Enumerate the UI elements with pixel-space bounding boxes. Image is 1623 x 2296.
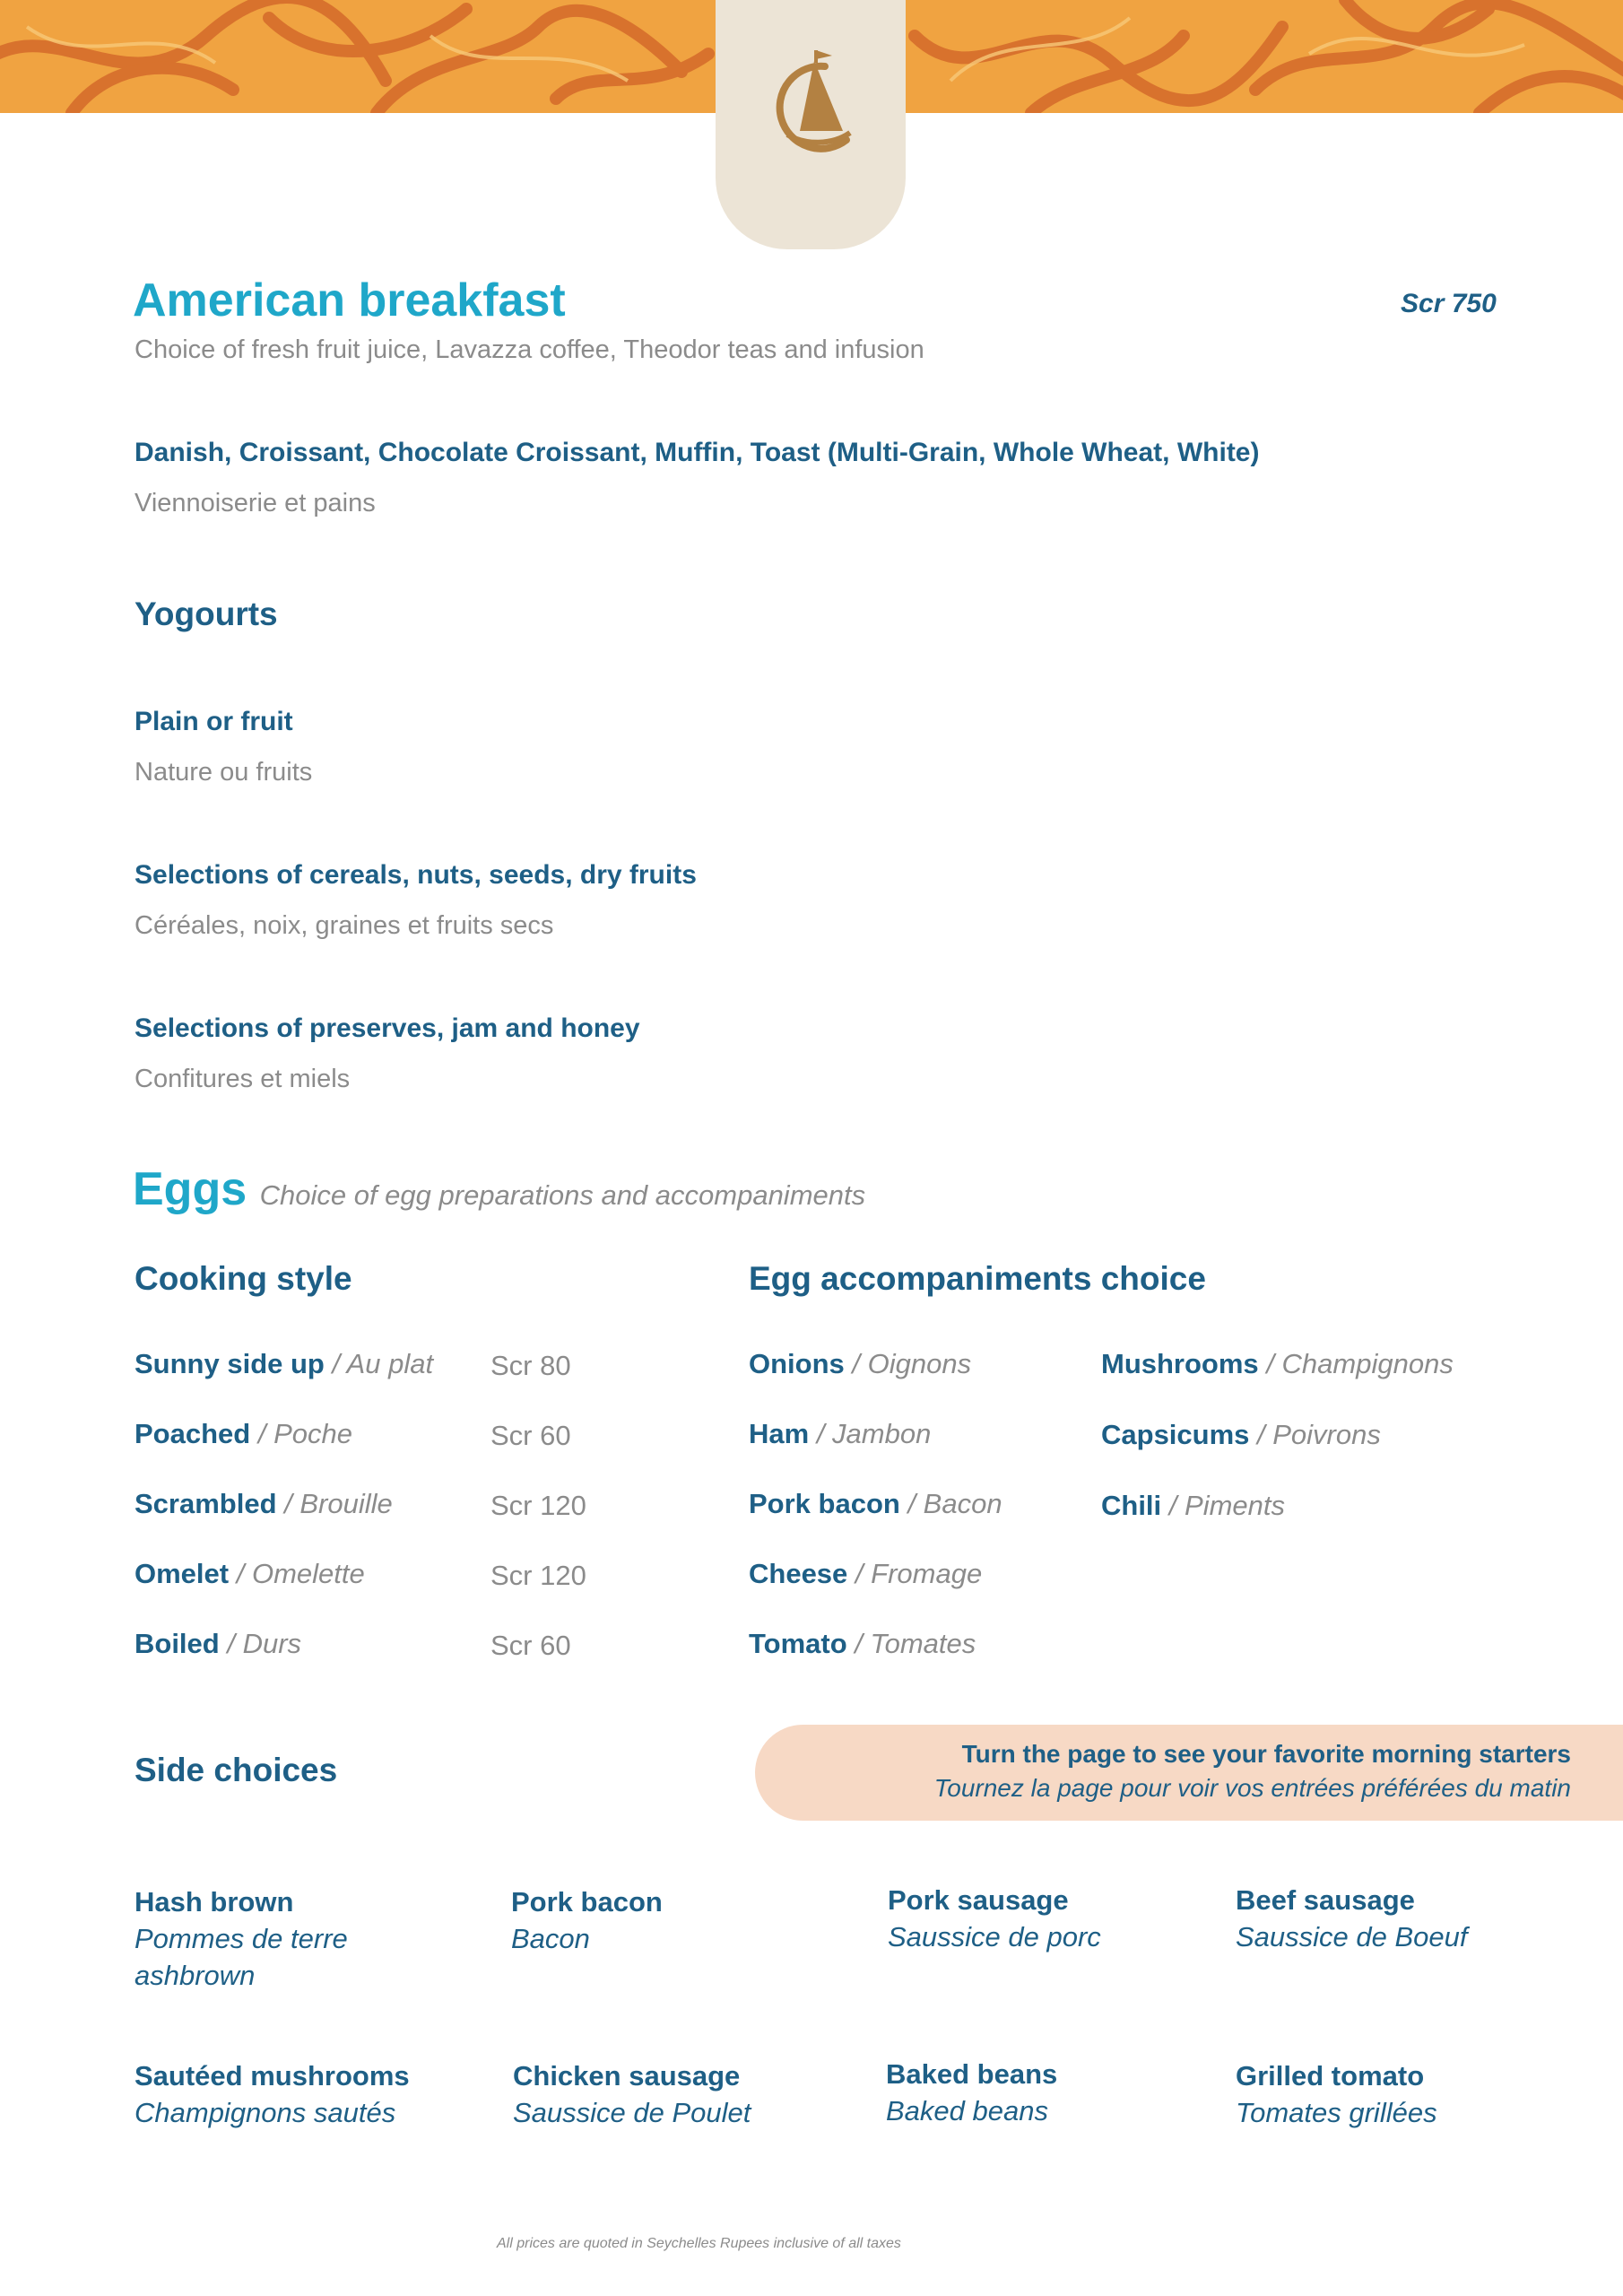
accompaniment-name: Pork bacon	[749, 1488, 900, 1519]
accompaniment-item	[749, 1628, 976, 1660]
side-item	[511, 1886, 816, 1957]
side-french: Baked beans	[886, 2095, 1048, 2126]
accompaniment-item	[749, 1348, 971, 1380]
style-name: Sunny side up	[135, 1348, 325, 1379]
side-name: Baked beans	[886, 2058, 1058, 2090]
side-name: Beef sausage	[1236, 1884, 1415, 1916]
style-price: Scr 60	[490, 1630, 571, 1661]
side-choices-heading: Side choices	[135, 1752, 338, 1788]
accompaniment-name: Ham	[749, 1418, 810, 1449]
side-french: Tomates grillées	[1236, 2097, 1437, 2128]
style-price: Scr 60	[490, 1420, 571, 1451]
callout-line-french: Tournez la page pour voir vos entrées préférées du matin	[933, 1774, 1571, 1802]
side-french: Bacon	[511, 1923, 590, 1954]
side-french: Saussice de Boeuf	[1236, 1921, 1468, 1952]
style-price: Scr 120	[490, 1560, 586, 1591]
accompaniment-item	[749, 1558, 982, 1590]
accompaniment-french: / Bacon	[907, 1488, 1002, 1519]
item-french: Confitures et miels	[135, 1065, 351, 1093]
accompaniment-item	[749, 1418, 931, 1450]
side-item	[513, 2060, 872, 2131]
side-french: Champignons sautés	[135, 2097, 396, 2128]
accompaniment-french: / Fromage	[855, 1558, 983, 1589]
style-name: Scrambled	[135, 1488, 277, 1519]
style-name: Poached	[135, 1418, 251, 1449]
style-french: / Brouille	[284, 1488, 393, 1519]
item-french: Nature ou fruits	[135, 758, 313, 787]
breads-french: Viennoiserie et pains	[135, 489, 376, 517]
style-name: Omelet	[135, 1558, 230, 1589]
accompaniment-item	[1101, 1419, 1381, 1451]
cooking-style-row	[135, 1348, 433, 1380]
cooking-style-row	[135, 1628, 301, 1660]
side-item	[1236, 1884, 1576, 1955]
accompaniment-name: Chili	[1101, 1490, 1162, 1521]
side-name: Chicken sausage	[513, 2060, 741, 2092]
accompaniment-french: / Piments	[1168, 1490, 1286, 1521]
style-french: / Poche	[257, 1418, 352, 1449]
cooking-style-row	[135, 1488, 393, 1520]
eggs-subtitle: Choice of egg preparations and accompaniments	[259, 1179, 866, 1211]
logo-tab	[716, 0, 906, 249]
accompaniment-french: / Poivrons	[1257, 1419, 1381, 1450]
side-name: Hash brown	[135, 1886, 294, 1918]
side-name: Pork sausage	[888, 1884, 1069, 1916]
style-price: Scr 80	[490, 1350, 571, 1381]
accompaniment-item	[1101, 1348, 1454, 1380]
style-french: / Au plat	[332, 1348, 434, 1379]
yogourts-heading: Yogourts	[135, 596, 278, 632]
accompaniment-item	[1101, 1490, 1285, 1522]
item-title: Plain or fruit	[135, 707, 293, 736]
side-item	[886, 2058, 1209, 2129]
callout-line-english: Turn the page to see your favorite morning starters	[961, 1740, 1571, 1768]
accompaniments-heading: Egg accompaniments choice	[749, 1260, 1206, 1297]
accompaniment-french: / Oignons	[852, 1348, 972, 1379]
breakfast-subtitle: Choice of fresh fruit juice, Lavazza coffee, Theodor teas and infusion	[135, 335, 924, 364]
item-title: Selections of cereals, nuts, seeds, dry fruits	[135, 860, 697, 890]
side-french: Pommes de terre ashbrown	[135, 1923, 348, 1991]
style-french: / Omelette	[236, 1558, 365, 1589]
accompaniment-french: / Champignons	[1266, 1348, 1454, 1379]
accompaniment-french: / Tomates	[855, 1628, 976, 1659]
side-item	[888, 1884, 1211, 1955]
eggs-title: Eggs	[133, 1163, 247, 1215]
style-price: Scr 120	[490, 1490, 586, 1521]
side-name: Grilled tomato	[1236, 2060, 1425, 2092]
accompaniment-french: / Jambon	[816, 1418, 932, 1449]
side-item	[135, 1886, 439, 1994]
breads-title: Danish, Croissant, Chocolate Croissant, Muffin, Toast (Multi-Grain, Whole Wheat, White)	[135, 438, 1260, 467]
accompaniment-name: Capsicums	[1101, 1419, 1250, 1450]
item-french: Céréales, noix, graines et fruits secs	[135, 911, 554, 940]
accompaniment-name: Cheese	[749, 1558, 848, 1589]
cooking-style-heading: Cooking style	[135, 1260, 352, 1297]
side-item	[135, 2060, 493, 2131]
accompaniment-name: Onions	[749, 1348, 845, 1379]
side-french: Saussice de Poulet	[513, 2097, 751, 2128]
accompaniment-name: Mushrooms	[1101, 1348, 1259, 1379]
style-french: / Durs	[227, 1628, 302, 1659]
turn-page-callout	[755, 1725, 1623, 1821]
eggs-heading-row	[133, 1162, 865, 1216]
side-name: Pork bacon	[511, 1886, 663, 1918]
sail-boat-logo-icon	[760, 34, 861, 176]
page-title: American breakfast	[133, 274, 566, 326]
cooking-style-row	[135, 1418, 352, 1450]
side-french: Saussice de porc	[888, 1921, 1101, 1952]
accompaniment-name: Tomato	[749, 1628, 847, 1659]
breakfast-price: Scr 750	[1401, 289, 1497, 318]
side-item	[1236, 2060, 1576, 2131]
item-title: Selections of preserves, jam and honey	[135, 1013, 640, 1043]
style-name: Boiled	[135, 1628, 220, 1659]
accompaniment-item	[749, 1488, 1002, 1520]
cooking-style-row	[135, 1558, 365, 1590]
side-name: Sautéed mushrooms	[135, 2060, 410, 2092]
price-footnote: All prices are quoted in Seychelles Rupees inclusive of all taxes	[497, 2236, 901, 2251]
